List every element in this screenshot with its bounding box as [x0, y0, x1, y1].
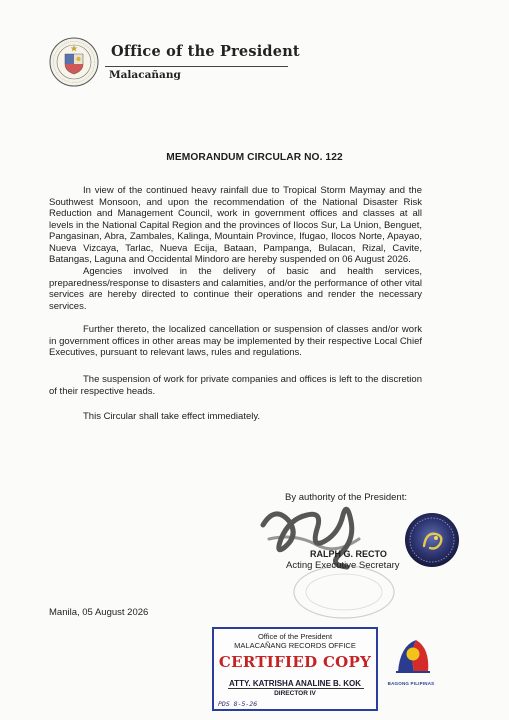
stamp-initials: PDS 8-5-26 [218, 700, 258, 708]
signatory-name: RALPH G. RECTO [310, 549, 387, 559]
stamp-records-office: MALACAÑANG RECORDS OFFICE [234, 641, 356, 650]
stamp-director-title: DIRECTOR IV [274, 690, 316, 697]
stamp-rule [228, 688, 364, 689]
memo-paragraph-text: Further thereto, the localized cancellation or suspension of classes and/or work in government offices in other areas may be implemented by their respective Local Chief Executives, pursuant to relevant laws, rules and regulations. [49, 324, 422, 358]
signatory-role: Acting Executive Secretary [286, 560, 400, 571]
certified-copy-stamp [212, 627, 378, 711]
memo-paragraph [49, 411, 422, 423]
memo-paragraph [49, 266, 422, 312]
office-subtitle: Malacañang [109, 69, 181, 81]
hologram-seal-icon [404, 512, 460, 568]
stamp-director-name: ATTY. KATRISHA ANALINE B. KOK [229, 679, 361, 688]
office-title: Office of the President [111, 43, 300, 60]
memo-paragraph [49, 324, 422, 359]
letterhead-rule [105, 66, 288, 67]
presidential-seal-icon [49, 37, 99, 87]
bagong-pilipinas-label: BAGONG PILIPINAS [387, 681, 435, 686]
memo-paragraph-text: In view of the continued heavy rainfall due to Tropical Storm Maymay and the Southwest Monsoon, and upon the recommendation of the National Disaster Risk Reduction and Management Council, work in government offices and classes at all levels in the National Capital Region and the provinces of Ilocos Sur, La Union, Benguet, Pangasinan, Abra, Zambales, Kalinga, Mountain Province, Ifugao, Ilocos Norte, Apayao, Nueva Vizcaya, Tarlac, Nueva Ecija, Bataan, Pampanga, Bulacan, Rizal, Cavite, Batangas, Laguna and Occidental Mindoro are hereby suspended on 06 August 2026. [49, 185, 422, 265]
bagong-pilipinas-logo-icon [390, 632, 436, 678]
memo-paragraph-text: This Circular shall take effect immediately. [83, 411, 261, 422]
authority-line: By authority of the President: [285, 492, 407, 503]
date-line: Manila, 05 August 2026 [49, 607, 149, 618]
memo-title: MEMORANDUM CIRCULAR NO. 122 [166, 152, 343, 163]
memo-paragraph-text: Agencies involved in the delivery of basic and health services, preparedness/response to disasters and calamities, and/or the performance of other vital services are hereby directed to continue their operations and render the necessary services. [49, 266, 422, 312]
memo-paragraph [49, 185, 422, 266]
memo-paragraph [49, 374, 422, 397]
memo-paragraph-text: The suspension of work for private companies and offices is left to the discretion of their respective heads. [49, 374, 422, 397]
stamp-office: Office of the President [257, 632, 333, 641]
stamp-certified-copy: CERTIFIED COPY [218, 653, 372, 671]
